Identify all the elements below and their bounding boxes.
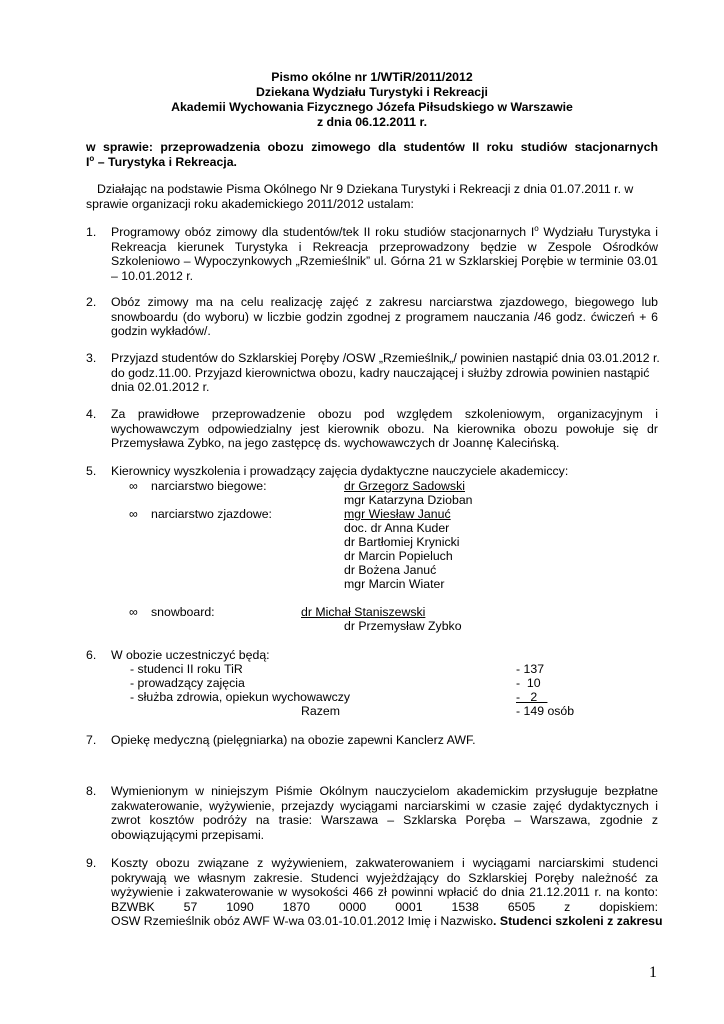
subject xyxy=(86,140,658,169)
instructor-name: dr Michał Staniszewski xyxy=(301,605,426,619)
instructor-name: dr Grzegorz Sadowski xyxy=(344,479,465,493)
header-date: z dnia 06.12.2011 r. xyxy=(316,115,428,129)
instructor-name: mgr Katarzyna Dzioban xyxy=(344,493,473,507)
group-label-snowboard: snowboard: xyxy=(151,605,215,619)
bullet-icon: ∞ xyxy=(129,507,138,521)
document-page: Pismo okólne nr 1/WTiR/2011/2012 Dziekana Wydziału Turystyki i Rekreacji Akademii Wychowania Fizycznego Józefa Piłsudskiego w Warszawie z dnia 06.12.2011 r. w sprawie: przeprowadzenia obozu zimowego dla studentów II roku studiów stacjonarnych $I^o$ – Turystyka i Rekreacja. Działając na podstawie Pisma Okólnego Nr 9 Dziekana Turystyki i Rekreacji z dnia 01.07.2011 r. w sprawie organizacji roku akademickiego 2011/2012 ustalam: 1. Programowy obóz zimowy dla studentów/tek II roku studiów stacjonarnych $I^o$ Wydziału Turystyka i Rekreacja kierunek Turystyka i Rekreacja przeprowadzony będzie w Zespole Ośrodków Szkoleniowo – Wypoczynkowych „Rzemieślnik” ul. Górna 21 w Szklarskiej Porębie w terminie 03.01 – 10.01.2012 r. 2. Obóz zimowy ma na celu realizację zajęć z zakresu narciarstwa zjazdowego, biegowego lub snowboardu (do wyboru) w liczbie godzin zgodnej z programem nauczania /46 godz. ćwiczeń + 6 godzin wykładów/. 3. Przyjazd studentów do Szklarskiej Poręby /OSW „Rzemieślnik„/ powinien nastąpić dnia 03.01.2012 r. do godz.11.00. Przyjazd kierownictwa obozu, kadry nauczającej i służby zdrowia powinien nastąpić dnia 02.01.2012 r. 4. Za prawidłowe przeprowadzenie obozu pod względem szkoleniowym, organizacyjnym i wychowawczym odpowiedzialny jest kierownik obozu. Na kierownika obozu powołuje się dr Przemysława Zybko, na jego zastępcę ds. wychowawczych dr Joannę Kalecińską. 5. Kierownicy wyszkolenia i prowadzący zajęcia dydaktyczne nauczyciele akademiccy: ∞ narciarstwo biegowe: dr Grzegorz Sadowski mgr Katarzyna Dzioban ∞ narciarstwo zjazdowe: mgr Wiesław Januć doc. dr Anna Kuder dr Bartłomiej Krynicki dr Marcin Popieluch dr Bożena Januć mgr Marcin Wiater ∞ snowboard: dr Michał Staniszewski dr Przemysław Zybko 6. W obozie uczestniczyć będą: - studenci II roku TiR - 137 - prowadzący zajęcia - 10 - służba zdrowia, opiekun wychowawczy - 2 Razem - 149 osób 7. Opiekę medyczną (pielęgniarka) na obozie zapewni Kanclerz AWF. 8. Wymienionym w niniejszym Piśmie Okólnym nauczycielom akademickim przysługuje bezpłatne zakwaterowanie, wyżywienie, przejazdy wyciągami narciarskimi w czasie zajęć dydaktycznych i zwrot kosztów podróży na trasie: Warszawa – Szklarska Poręba – Warszawa, zgodnie z obowiązującymi przepisami. 9. Koszty obozu związane z wyżywieniem, zakwaterowaniem i wyciągami narciarskimi studenci pokrywają we własnym zakresie. Studenci wyjeżdżający do Szklarskiej Poręby należność za wyżywienie i zakwaterowanie w wysokości 466 zł powinni wpłacić do dnia 21.12.2011 r. na konto: BZWBK 57 1090 1870 0000 0001 1538 6505 z dopiskiem: OSW Rzemieślnik obóz AWF W-wa 03.01-10.01.2012 Imię i Nazwisko. Studenci szkoleni z zakresu 1 xyxy=(86,70,663,981)
group-label-cross-country: narciarstwo biegowe: xyxy=(151,479,267,493)
page-number: 1 xyxy=(649,964,657,981)
subject-line-1: w sprawie: przeprowadzenia obozu zimowego dla studentów II roku studiów stacjonarnych xyxy=(86,140,658,154)
instructor-name: dr Bożena Januć xyxy=(344,563,437,577)
participant-total: - 149 osób xyxy=(516,704,575,718)
group-label-downhill: narciarstwo zjazdowe: xyxy=(151,507,272,521)
header-institution: Akademii Wychowania Fizycznego Józefa Piłsudskiego w Warszawie xyxy=(171,100,573,114)
participant-count: - 137 xyxy=(516,662,545,676)
instructor-name: dr Przemysław Zybko xyxy=(344,619,462,633)
instructor-name: dr Bartłomiej Krynicki xyxy=(344,535,460,549)
header-issuer: Dziekana Wydziału Turystyki i Rekreacji xyxy=(256,85,488,99)
instructor-name: mgr Wiesław Januć xyxy=(344,507,451,521)
bullet-icon: ∞ xyxy=(129,605,138,619)
header-title: Pismo okólne nr 1/WTiR/2011/2012 xyxy=(271,70,473,84)
participant-label: - studenci II roku TiR xyxy=(130,662,243,676)
subject-line-2: $I^o$ – Turystyka i Rekreacja. xyxy=(86,153,237,169)
participant-count: - 10 xyxy=(516,676,541,690)
instructor-name: dr Marcin Popieluch xyxy=(344,549,453,563)
intro-paragraph: Działając na podstawie Pisma Okólnego Nr 9 Dziekana Turystyki i Rekreacji z dnia 01.07.2011 r. w sprawie organizacji roku akademickiego 2011/2012 ustalam: xyxy=(86,182,634,211)
participant-count: - 2 xyxy=(516,690,548,704)
participant-label: - prowadzący zajęcia xyxy=(130,676,245,690)
instructor-name: doc. dr Anna Kuder xyxy=(344,521,450,535)
participant-total-label: Razem xyxy=(301,704,340,718)
bullet-icon: ∞ xyxy=(129,479,138,493)
instructor-name: mgr Marcin Wiater xyxy=(344,577,445,591)
participant-label: - służba zdrowia, opiekun wychowawczy xyxy=(130,690,351,704)
